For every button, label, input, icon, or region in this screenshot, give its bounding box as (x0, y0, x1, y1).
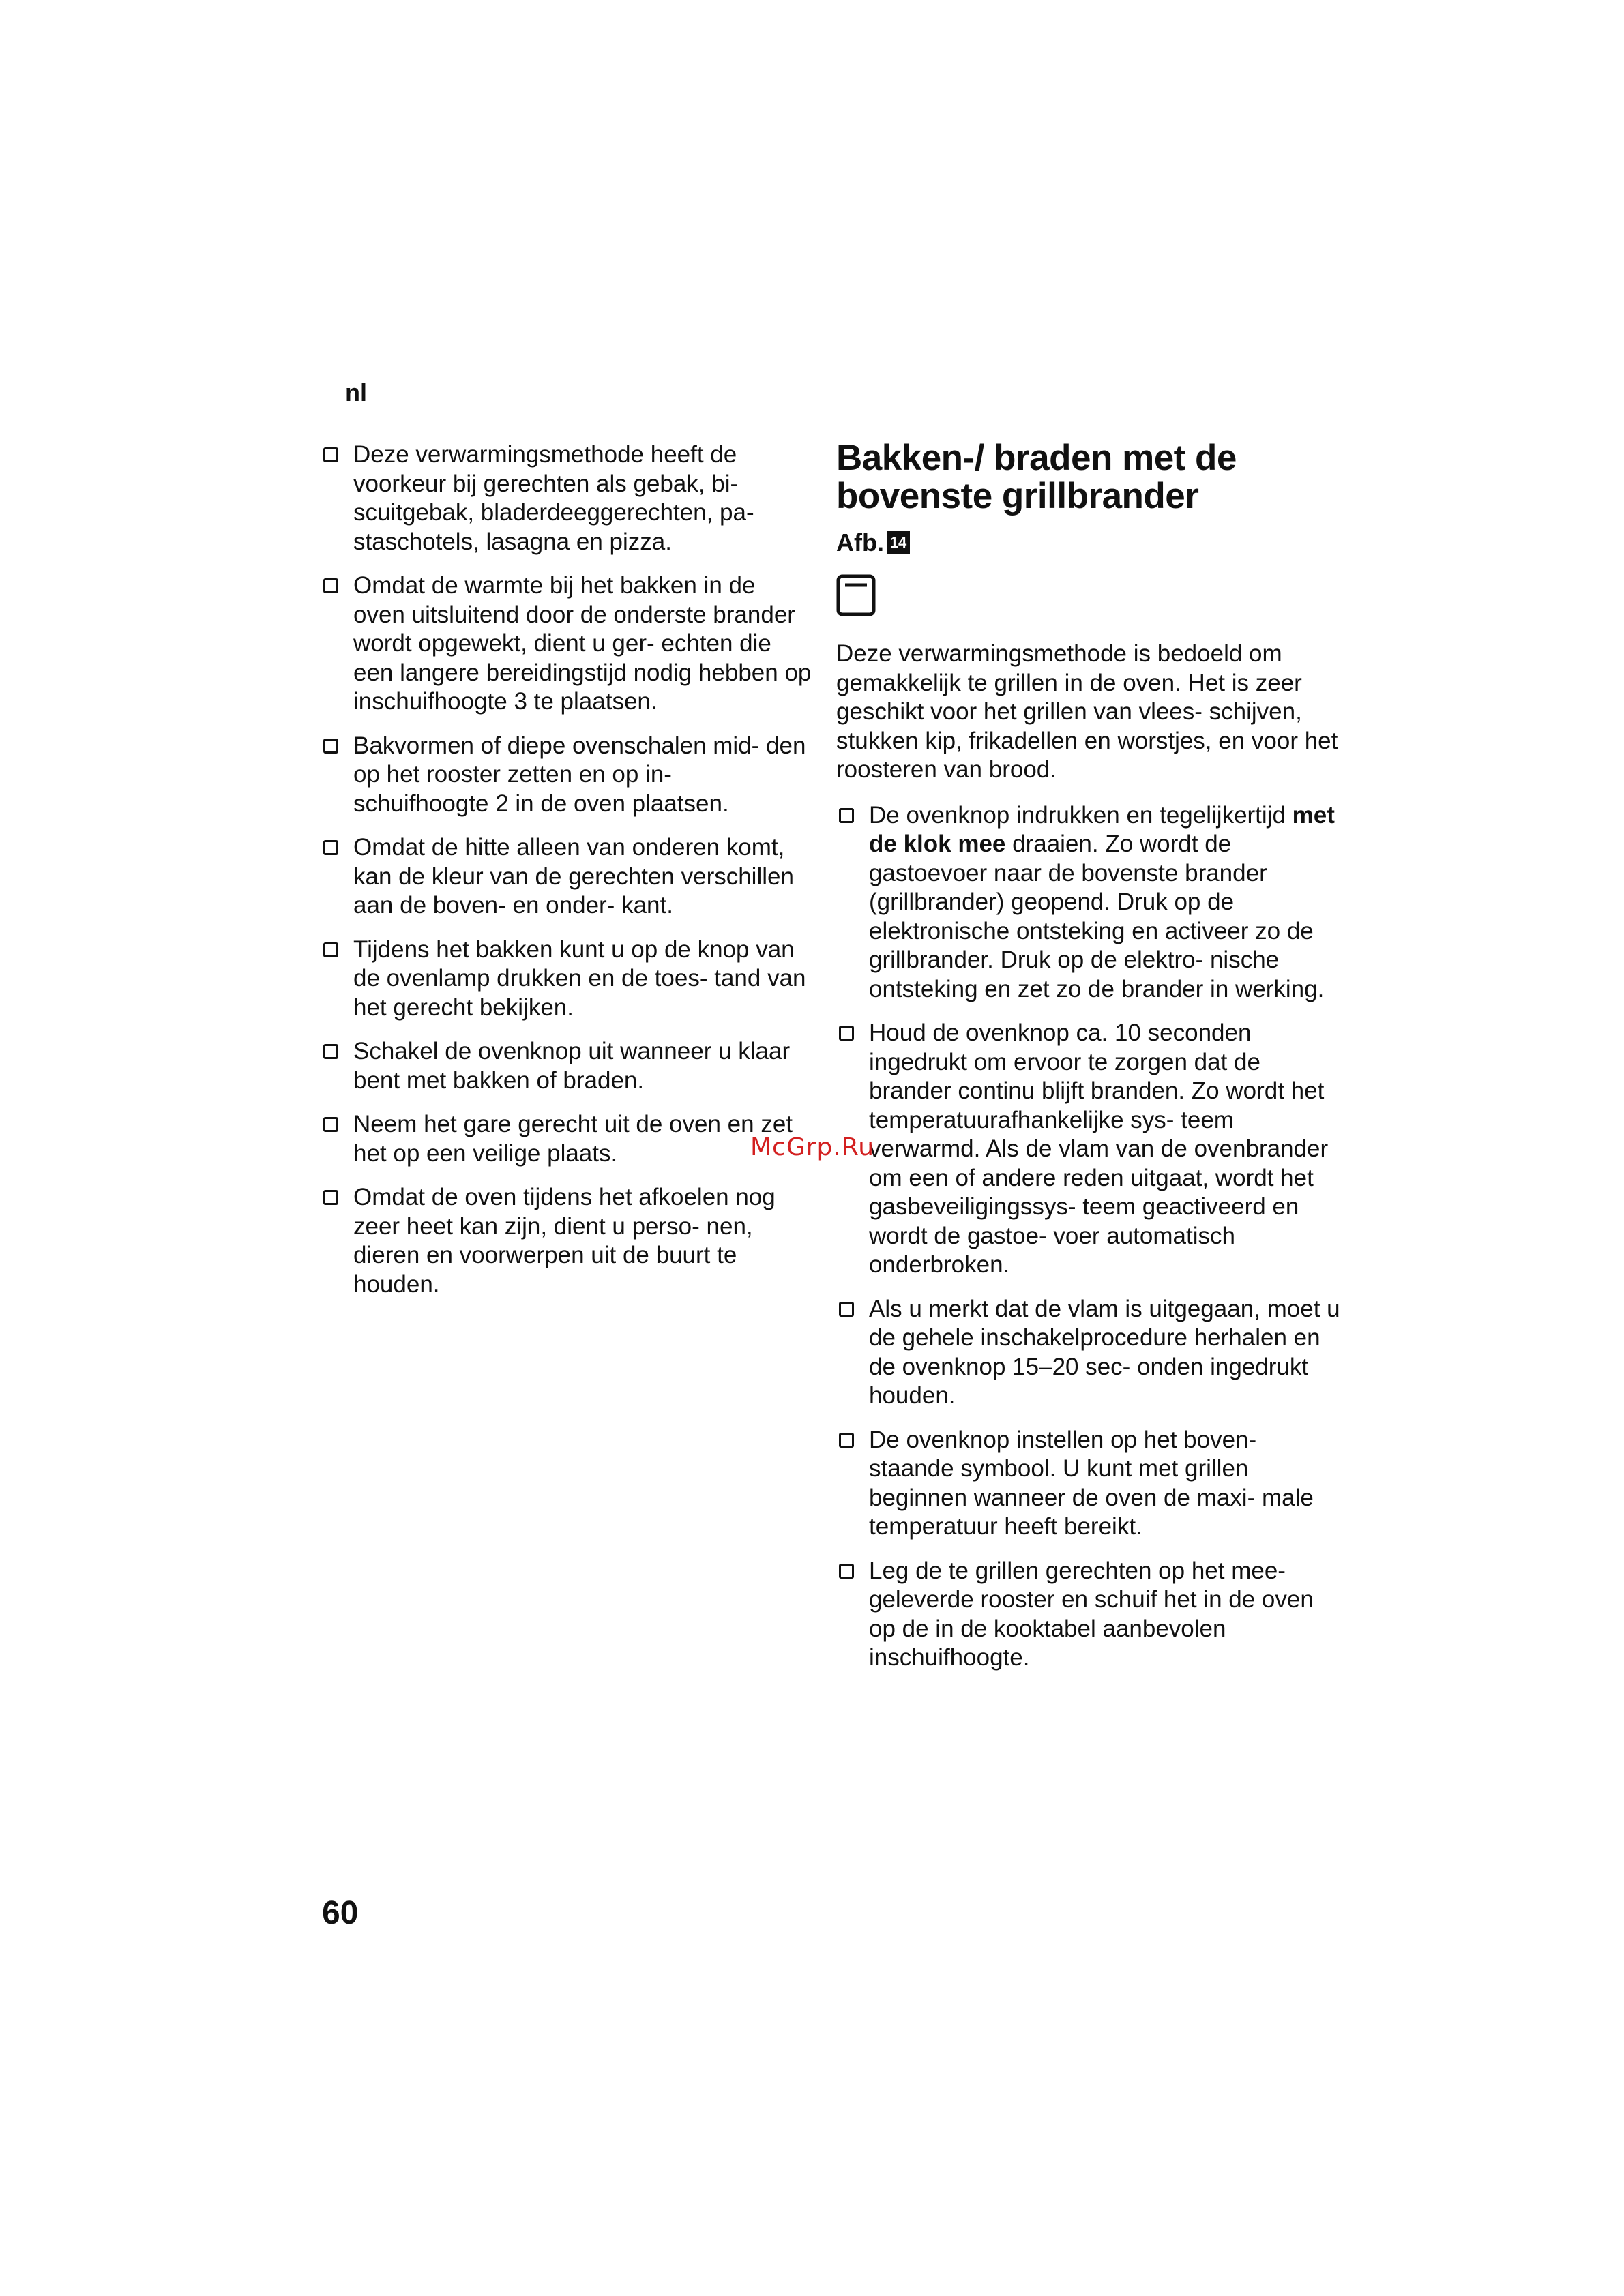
list-item-text: Neem het gare gerecht uit de oven en zet het op een veilige plaats. (353, 1111, 793, 1167)
left-bullet-list (321, 441, 812, 1299)
list-item (321, 1037, 812, 1095)
list-item (836, 1426, 1341, 1542)
list-item-text: Tijdens het bakken kunt u op de knop van de ovenlamp drukken en de toes- tand van het gerecht bekijken. (353, 936, 806, 1021)
checkbox-bullet-icon (323, 1044, 338, 1059)
list-item-text: Omdat de oven tijdens het afkoelen nog zeer heet kan zijn, dient u perso- nen, dieren en voorwerpen uit de buurt te houden. (353, 1184, 776, 1298)
first-bullet-bold: met de klok mee (869, 801, 1335, 857)
checkbox-bullet-icon (323, 1117, 338, 1132)
list-item (836, 1557, 1341, 1673)
watermark-text: McGrp.Ru (750, 1133, 875, 1161)
list-item-text: Als u merkt dat de vlam is uitgegaan, moet u de gehele inschakelprocedure herhalen en de ovenknop 15–20 sec- onden ingedrukt houden. (869, 1295, 1340, 1409)
first-bullet-after: draaien. Zo wordt de gastoevoer naar de bovenste brander (grillbrander) geopend. Druk op de elektronische ontsteking en activeer zo de grillbrander. Druk op de elektro- nische ontsteking en zet zo de brander in werking. (869, 831, 1325, 1002)
list-item-text: Schakel de ovenknop uit wanneer u klaar bent met bakken of braden. (353, 1038, 791, 1094)
checkbox-bullet-icon (839, 1026, 854, 1041)
left-column (321, 441, 812, 1314)
list-item-text: Leg de te grillen gerechten op het mee- geleverde rooster en schuif het in de oven op de in de kooktabel aanbevolen inschuifhoogte. (869, 1557, 1314, 1671)
intro-paragraph: Deze verwarmingsmethode is bedoeld om gemakkelijk te grillen in de oven. Het is zeer geschikt voor het grillen van vlees- schijven, stukken kip, frikadellen en worstjes, en voor het roosteren van brood. (836, 640, 1338, 783)
checkbox-bullet-icon (323, 840, 338, 855)
checkbox-bullet-icon (839, 1302, 854, 1317)
list-item (321, 833, 812, 921)
list-item (321, 571, 812, 717)
right-bullet-list (836, 801, 1341, 1673)
list-item-text: Omdat de hitte alleen van onderen komt, kan de kleur van de gerechten verschillen aan de boven- en onder- kant. (353, 834, 794, 919)
page-number: 60 (322, 1895, 359, 1931)
checkbox-bullet-icon (839, 808, 854, 823)
first-bullet-before: De ovenknop indrukken en tegelijkertijd (869, 801, 1286, 829)
list-item (321, 936, 812, 1023)
language-code: nl (345, 378, 367, 406)
checkbox-bullet-icon (323, 942, 338, 957)
oven-top-heat-icon (836, 574, 876, 616)
figure-number: 14 (887, 531, 910, 554)
figure-reference (836, 529, 1341, 556)
list-item (321, 1183, 812, 1299)
checkbox-bullet-icon (323, 578, 338, 593)
list-item (321, 732, 812, 819)
checkbox-bullet-icon (839, 1433, 854, 1448)
list-item-text (869, 801, 1341, 1004)
list-item (836, 801, 1341, 1004)
checkbox-bullet-icon (839, 1564, 854, 1579)
figure-label: Afb. (836, 528, 884, 556)
list-item-text: Bakvormen of diepe ovenschalen mid- den op het rooster zetten en op in- schuifhoogte 2 in de oven plaatsen. (353, 732, 806, 817)
checkbox-bullet-icon (323, 1190, 338, 1205)
checkbox-bullet-icon (323, 447, 338, 462)
right-column (836, 439, 1341, 1688)
list-item-text: Houd de ovenknop ca. 10 seconden ingedrukt om ervoor te zorgen dat de brander continu blijft branden. Zo wordt het temperatuurafhankelijke sys- teem verwarmd. Als de vlam van de ovenbrander om een of andere reden uitgaat, wordt het gasbeveiligingssys- teem geactiveerd en wordt de gastoe- voer automatisch onderbroken. (869, 1019, 1329, 1278)
section-title: Bakken-/ braden met de bovenste grillbrander (836, 438, 1237, 516)
list-item (321, 441, 812, 556)
list-item-text: Deze verwarmingsmethode heeft de voorkeur bij gerechten als gebak, bi- scuitgebak, bladerdeeggerechten, pa- staschotels, lasagna en pizza. (353, 441, 754, 555)
list-item-text: Omdat de warmte bij het bakken in de oven uitsluitend door de onderste brander wordt opgewekt, dient u ger- echten die een langere bereidingstijd nodig hebben op inschuifhoogte 3 te plaatsen. (353, 572, 812, 715)
list-item (321, 1110, 812, 1168)
checkbox-bullet-icon (323, 739, 338, 754)
list-item-text: De ovenknop instellen op het boven- staande symbool. U kunt met grillen beginnen wanneer de oven de maxi- male temperatuur heeft bereikt. (869, 1426, 1314, 1540)
list-item (836, 1019, 1341, 1280)
list-item (836, 1295, 1341, 1411)
